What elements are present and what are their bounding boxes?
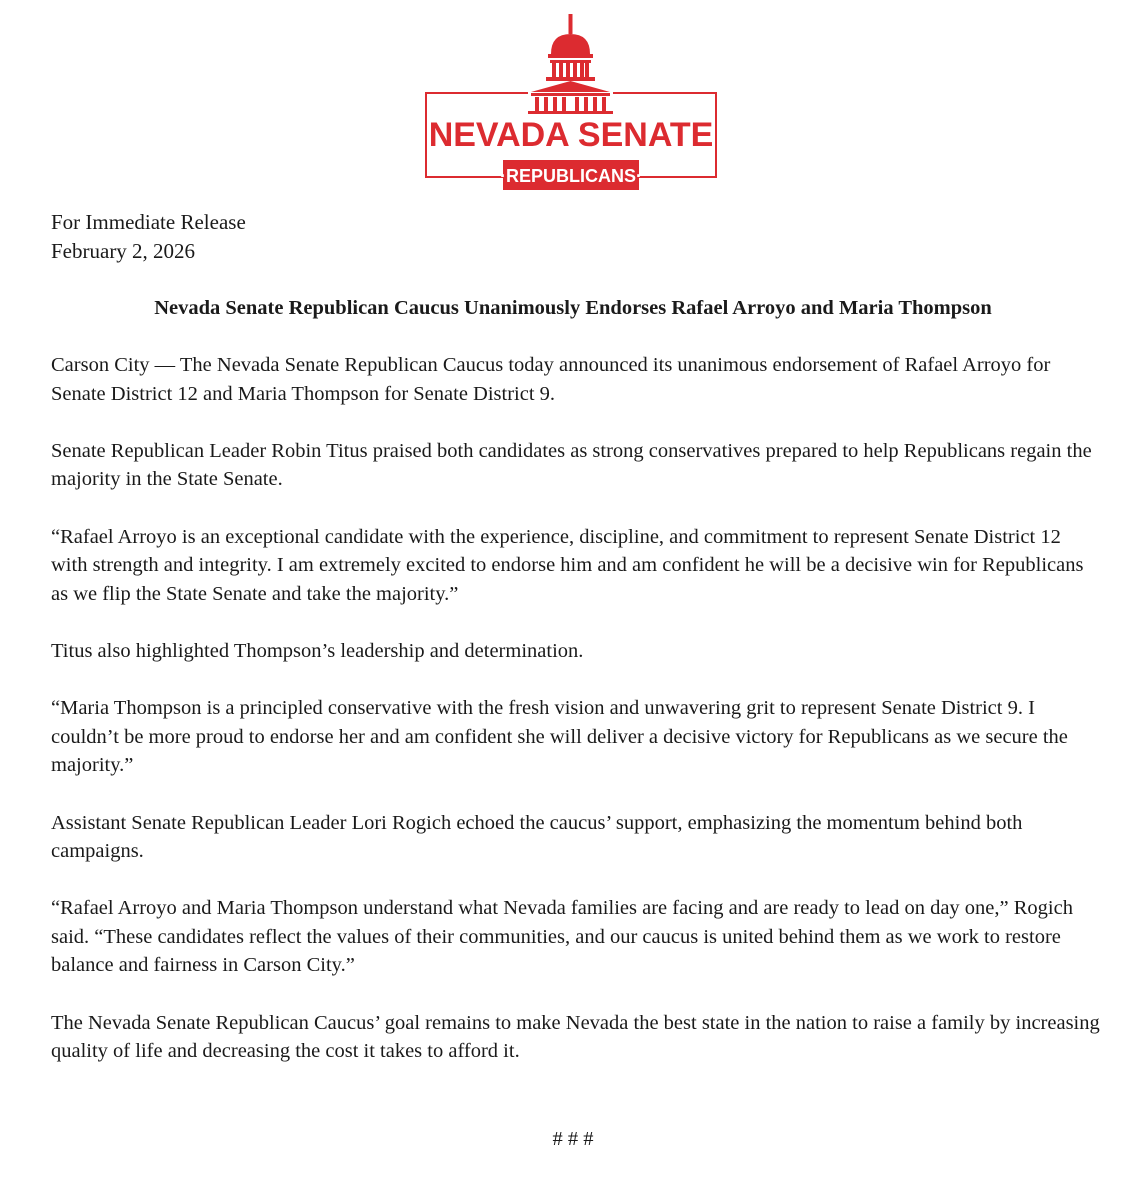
body-paragraph: “Rafael Arroyo and Maria Thompson understand what Nevada families are facing and are ready to lead on day one,” Rogich said. “These candidates reflect the values of their communities, and our caucus is united behind them as we work to restore balance and fairness in Carson City.” [51,897,1073,977]
capitol-logo-graphic [425,14,717,194]
capitol-pediment [531,81,610,92]
release-label: For Immediate Release [51,210,246,234]
press-release-headline: Nevada Senate Republican Caucus Unanimously Endorses Rafael Arroyo and Maria Thompson [154,297,992,319]
body-paragraph: “Maria Thompson is a principled conservative with the fresh vision and unwavering grit to represent Senate District 9. I couldn’t be more proud to endorse her and am confident she will deliver a decisive victory for Republicans as we secure the majority.” [51,697,1068,777]
body-paragraph: “Rafael Arroyo is an exceptional candidate with the experience, discipline, and commitment to represent Senate District 12 with strength and integrity. I am extremely excited to endorse him and am confident he will be a decisive win for Republicans as we flip the State Senate and take the majority.” [51,525,1084,605]
capitol-spire [569,14,573,34]
body-paragraph: Senate Republican Leader Robin Titus praised both candidates as strong conservatives prepared to help Republicans regain the majority in the State Senate. [51,439,1092,491]
nevada-senate-republicans-logo [425,14,717,194]
logo-title: NEVADA SENATE [428,116,714,154]
release-date: February 2, 2026 [51,239,196,263]
body-paragraph: Titus also highlighted Thompson’s leadership and determination. [51,639,584,662]
capitol-dome [551,34,590,54]
capitol-dome-base [548,54,593,58]
end-mark: # # # [552,1128,594,1150]
body-paragraph: The Nevada Senate Republican Caucus’ goal remains to make Nevada the best state in the nation to raise a family by increasing quality of life and decreasing the cost it takes to afford it. [51,1011,1100,1063]
body-paragraph: Assistant Senate Republican Leader Lori Rogich echoed the caucus’ support, emphasizing the momentum behind both campaigns. [51,811,1023,863]
release-info [51,208,246,266]
press-release-body [51,351,1101,1094]
logo-subtitle: ·REPUBLICANS· [500,166,642,186]
body-paragraph: Carson City — The Nevada Senate Republican Caucus today announced its unanimous endorsement of Rafael Arroyo for Senate District 12 and Maria Thompson for Senate District 9. [51,354,1051,405]
